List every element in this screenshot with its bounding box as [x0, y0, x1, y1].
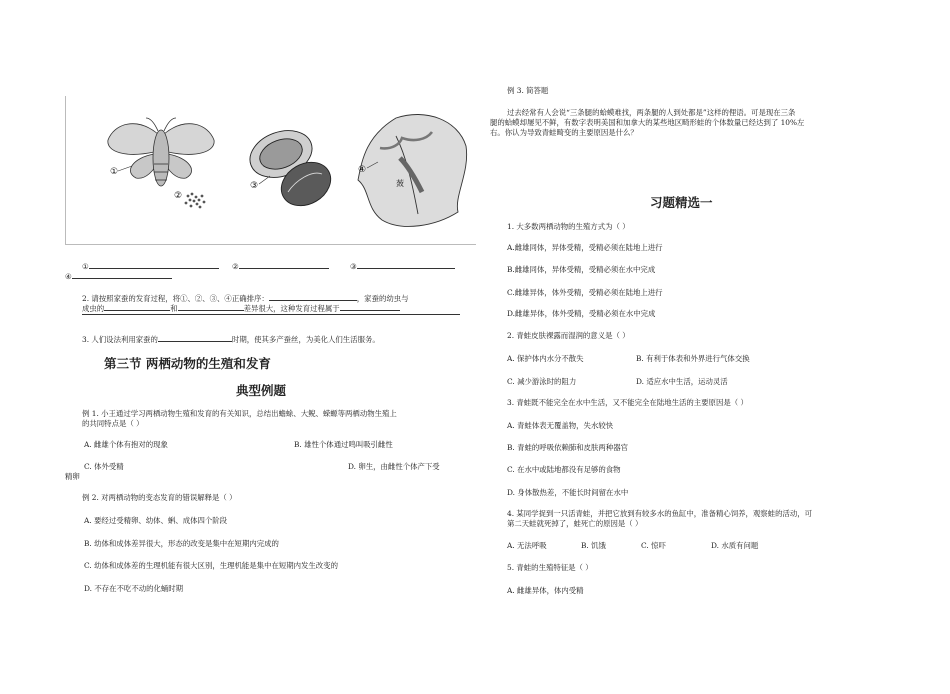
practice-q1-option-c: C.雌雄异体，体外受精，受精必须在陆地上进行 — [507, 288, 663, 297]
example-2-option-d: D. 不存在不吃不动的化蛹时期 — [84, 584, 184, 593]
figure-leaf-text: 蔹 — [396, 179, 404, 188]
practice-q4-line-2: 第二天蛙就死掉了，蛙死亡的原因是（ ） — [507, 519, 643, 528]
difference-blank-1[interactable] — [104, 302, 170, 311]
practice-q5: 5. 青蛙的生殖特征是（ ） — [507, 563, 593, 572]
practice-title: 习题精选一 — [650, 195, 713, 210]
practice-q4-option-b: B. 饥饿 — [581, 541, 606, 550]
practice-q4-option-c: C. 惊吓 — [641, 541, 666, 550]
practice-q2-option-b: B. 有利于体表和外界进行气体交换 — [636, 354, 750, 363]
figure-label-4: ④ — [358, 165, 367, 175]
example-3-title: 例 3. 简答题 — [507, 86, 549, 95]
stage-blank[interactable] — [158, 333, 232, 342]
silkworm-lifecycle-illustration — [66, 96, 476, 244]
practice-q4-option-a: A. 无法呼吸 — [507, 541, 547, 550]
example-1-line-1: 例 1. 小王通过学习两栖动物生殖和发育的有关知识，总结出蟾蜍、大鲵、蝾螈等两栖动物生殖上 — [82, 409, 397, 418]
silkworm-eggs-drawing — [185, 193, 206, 209]
question-2-line-1: 2. 请按照家蚕的发育过程，将①、②、③、④正确排序： ，家蚕的幼虫与 — [82, 294, 409, 303]
practice-q2-option-a: A. 保护体内水分不散失 — [507, 354, 584, 363]
practice-q4-line-1: 4. 某同学捉到一只活青蛙，并把它放到有较多水的鱼缸中，准备精心饲养，观察蛙的活动，可 — [507, 509, 813, 518]
answer-blank-1[interactable] — [89, 260, 219, 269]
blank-3: ③ — [350, 260, 455, 272]
practice-q3-option-c: C. 在水中或陆地都没有足够的食物 — [507, 465, 621, 474]
question-3: 3. 人们设法利用家蚕的 时期，使其多产蚕丝，为美化人们生活服务。 — [82, 335, 380, 344]
example-1-option-b: B. 雄性个体通过鸣叫吸引雌性 — [294, 440, 393, 449]
question-2-line-2: 成虫的 和 差异很大，这种发育过程属于 — [82, 302, 400, 314]
typical-examples-title: 典型例题 — [236, 383, 287, 398]
practice-q2: 2. 青蛙皮肤裸露而湿润的意义是（ ） — [507, 331, 630, 340]
example-1-option-d: D. 卵生，由雌性个体产下受 — [348, 462, 440, 471]
example-2-option-c: C. 幼体和成体差的生理机能有很大区别，生理机能是集中在短期内发生改变的 — [84, 561, 338, 570]
blank-4: ④ — [65, 270, 172, 282]
practice-q1-option-d: D.雌雄异体，体外受精，受精必须在水中完成 — [507, 309, 656, 318]
example-3-paragraph-line-1: 过去经常有人会说“三条腿的蛤蟆难找，两条腿的人到处都是”这样的俚语。可是现在三条 — [507, 108, 796, 117]
practice-q5-option-a: A. 雌雄异体，体内受精 — [507, 586, 584, 595]
difference-blank-2[interactable] — [178, 302, 244, 311]
example-3-paragraph-line-2: 腿的蛤蟆却屡见不鲜，有数字表明美国和加拿大的某些地区畸形蛙的个体数量已经达到了 10%左 — [490, 118, 805, 127]
figure-panel — [65, 96, 476, 245]
example-3-paragraph-line-3: 右。你认为导致青蛙畸变的主要原因是什么？ — [490, 128, 638, 137]
practice-q3-option-a: A. 青蛙体表无覆盖物，失水较快 — [507, 421, 614, 430]
order-blank[interactable] — [269, 292, 357, 301]
figure-label-1: ① — [110, 167, 119, 177]
practice-q3-option-b: B. 青蛙的呼吸依赖肺和皮肤两种器官 — [507, 443, 628, 452]
example-2-option-b: B. 幼体和成体差异很大，形态的改变是集中在短期内完成的 — [84, 539, 279, 548]
silk-moth-drawing — [108, 118, 214, 186]
answer-blank-3[interactable] — [357, 260, 455, 269]
section-title: 第三节 两栖动物的生殖和发育 — [104, 356, 271, 371]
example-1-line-2: 的共同特点是（ ） — [82, 419, 144, 428]
blank-2: ② — [232, 260, 329, 272]
practice-q1: 1. 大多数两栖动物的生殖方式为（ ） — [507, 222, 630, 231]
example-1-option-d-wrap: 精卵 — [65, 472, 80, 481]
example-2-question: 例 2. 对两栖动物的变态发育的错误解释是（ ） — [82, 493, 237, 502]
cocoon-drawing — [243, 122, 338, 214]
example-2-option-a: A. 要经过受精卵、幼体、蝌、成体四个阶段 — [84, 516, 228, 525]
figure-label-3: ③ — [250, 181, 259, 191]
example-1-option-c: C. 体外受精 — [84, 462, 124, 471]
practice-q2-option-d: D. 适应水中生活，运动灵活 — [636, 377, 728, 386]
blank-1: ① — [82, 260, 219, 272]
practice-q1-option-b: B.雌雄同体，异体受精，受精必须在水中完成 — [507, 265, 656, 274]
practice-q3-option-d: D. 身体散热差，不能长时间留在水中 — [507, 488, 629, 497]
figure-label-2: ② — [174, 191, 183, 201]
development-type-blank[interactable] — [340, 302, 400, 311]
practice-q4-option-d: D. 水质有问题 — [711, 541, 759, 550]
practice-q3: 3. 青蛙既不能完全在水中生活，又不能完全在陆地生活的主要原因是（ ） — [507, 398, 748, 407]
practice-q1-option-a: A.雌雄同体，异体受精，受精必须在陆地上进行 — [507, 243, 663, 252]
example-1-option-a: A. 雌雄个体有抱对的现象 — [84, 440, 168, 449]
divider-line — [82, 314, 460, 315]
answer-blank-4[interactable] — [72, 270, 172, 279]
practice-q2-option-c: C. 减少游泳时的阻力 — [507, 377, 577, 386]
mulberry-leaf-drawing — [358, 114, 467, 226]
answer-blank-2[interactable] — [239, 260, 329, 269]
